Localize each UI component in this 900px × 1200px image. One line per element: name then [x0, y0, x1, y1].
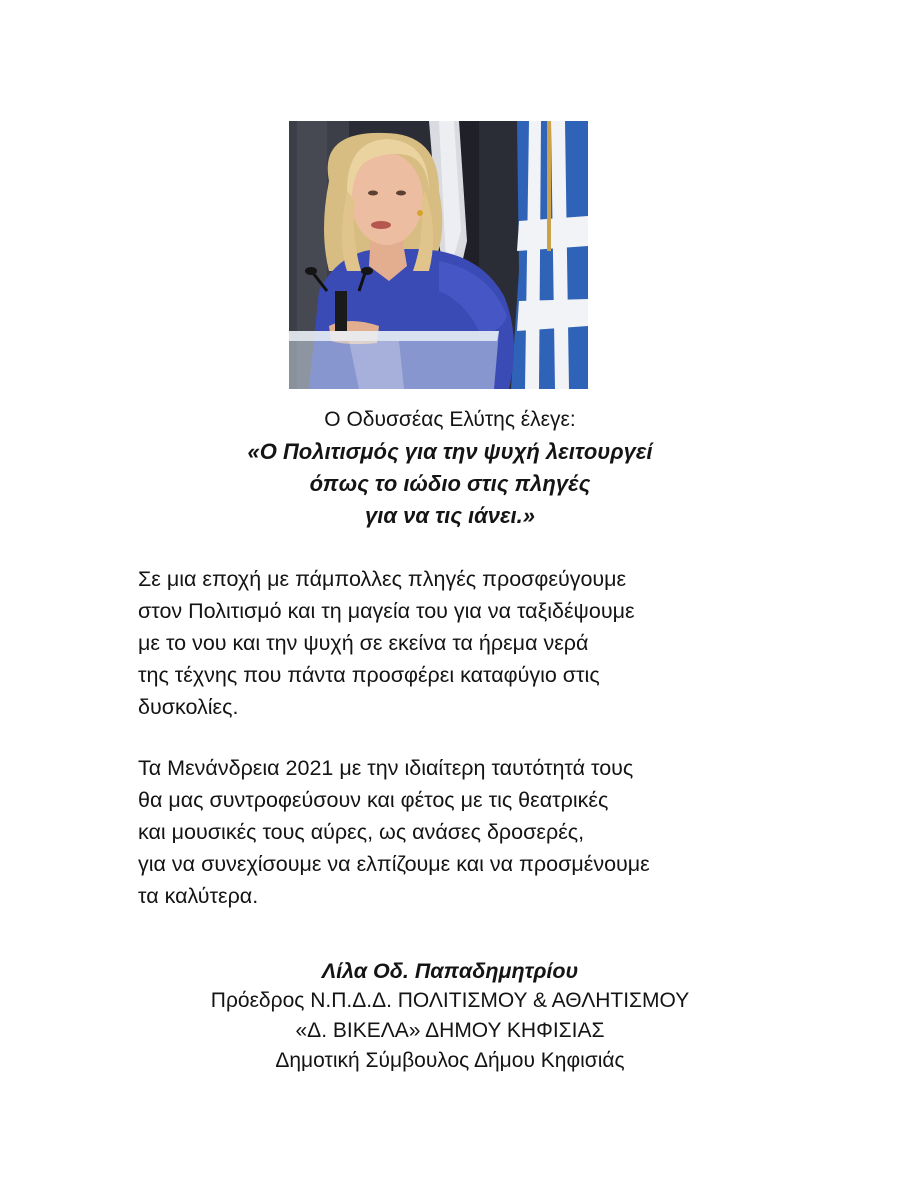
quote-block: [0, 436, 900, 532]
paragraph-line: της τέχνης που πάντα προσφέρει καταφύγιο στις: [138, 663, 600, 687]
speaker-photo: [289, 121, 588, 389]
paragraph-line: για να συνεχίσουμε να ελπίζουμε και να προσμένουμε: [138, 852, 650, 876]
paragraph-2: [138, 752, 838, 912]
paragraph-line: δυσκολίες.: [138, 695, 239, 719]
signature-title-line: Δημοτική Σύμβουλος Δήμου Κηφισιάς: [275, 1049, 625, 1072]
paragraph-line: με το νου και την ψυχή σε εκείνα τα ήρεμα νερά: [138, 631, 589, 655]
paragraph-line: Τα Μενάνδρεια 2021 με την ιδιαίτερη ταυτότητά τους: [138, 756, 634, 780]
signature-block: [0, 956, 900, 1076]
paragraph-1: [138, 563, 838, 723]
intro-line: Ο Οδυσσέας Ελύτης έλεγε:: [324, 408, 576, 431]
quote-line: «Ο Πολιτισμός για την ψυχή λειτουργεί: [247, 439, 653, 464]
paragraph-line: και μουσικές τους αύρες, ως ανάσες δροσερές,: [138, 820, 585, 844]
signature-title-line: Πρόεδρος Ν.Π.Δ.Δ. ΠΟΛΙΤΙΣΜΟΥ & ΑΘΛΗΤΙΣΜΟΥ: [210, 989, 690, 1012]
paragraph-line: τα καλύτερα.: [138, 884, 259, 908]
quote-line: όπως το ιώδιο στις πληγές: [309, 471, 591, 496]
signature-name: Λίλα Οδ. Παπαδημητρίου: [321, 959, 579, 983]
paragraph-line: στον Πολιτισμό και τη μαγεία του για να ταξιδέψουμε: [138, 599, 635, 623]
paragraph-line: Σε μια εποχή με πάμπολλες πληγές προσφεύγουμε: [138, 567, 627, 591]
quote-line: για να τις ιάνει.»: [365, 503, 535, 528]
paragraph-line: θα μας συντροφεύσουν και φέτος με τις θεατρικές: [138, 788, 609, 812]
signature-title-line: «Δ. ΒΙΚΕΛΑ» ΔΗΜΟΥ ΚΗΦΙΣΙΑΣ: [295, 1019, 605, 1042]
